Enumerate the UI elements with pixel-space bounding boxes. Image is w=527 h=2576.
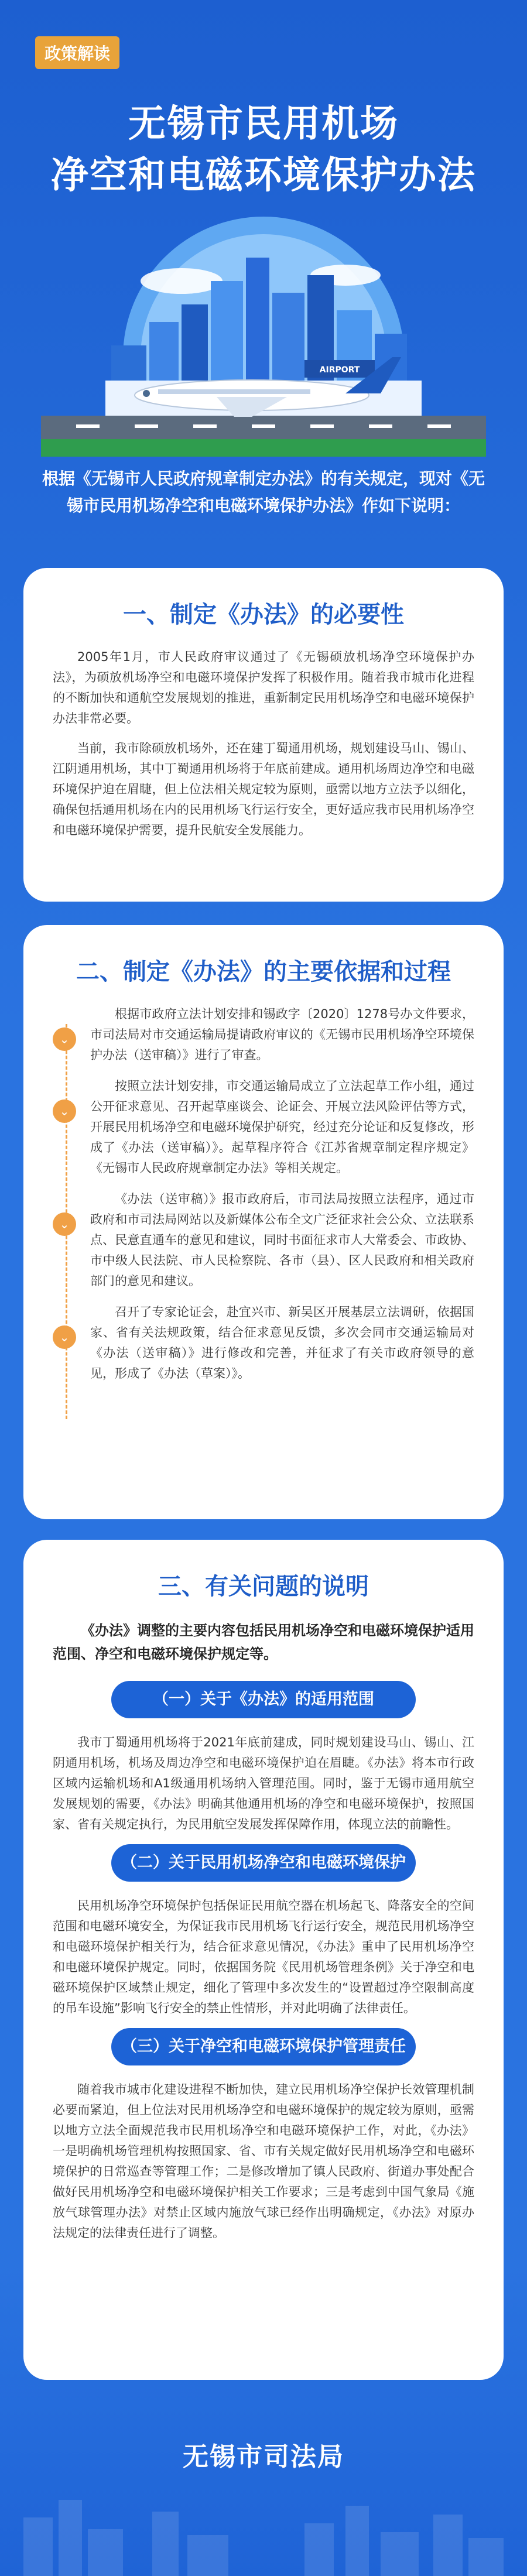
section-title: 三、有关问题的说明 [158, 1573, 369, 1600]
paragraph: 随着我市城市化建设进程不断加快，建立民用机场净空保护长效管理机制必要而紧迫，但上位法对民用机场净空和电磁环境保护的规定较为原则，亟需以地方立法全面规范我市民用机场净空和电磁环境保护工作，对此，《办法》一是明确机场管理机构按照国家、省、市有关规定做好民用机场净空和电磁环境保护的日常巡查等管理工作；二是修改增加了镇人民政府、街道办事处配合做好民用机场净空和电磁环境保护相关工作要求；三是考虑到中国气象局《施放气球管理办法》对禁止区域内施放气球已经作出明确规定，《办法》对原办法规定的法律责任进行了调整。 [53, 2082, 474, 2240]
paragraph: 我市丁蜀通用机场将于2021年底前建成，同时规划建设马山、锡山、江阴通用机场，机场及周边净空和电磁环境保护迫在眉睫。《办法》将本市行政区域内运输机场和A1级通用机场纳入管理范围。同时，鉴于无锡市通用航空发展规划的需要，《办法》明确其他通用机场的净空和电磁环境保护，按照国家、省有关规定执行，为民用航空发展发挥保障作用，体现立法的前瞻性。 [53, 1735, 474, 1831]
section-explanation-card [23, 1540, 504, 2380]
chevron-down-icon: ⌄ [53, 1212, 76, 1236]
timeline-text: 召开了专家论证会，赴宜兴市、新吴区开展基层立法调研，依据国家、省有关法规政策，结合征求意见反馈，多次会同市交通运输局对《办法（送审稿）》进行修改和完善，并征求了有关市政府领导的意见，形成了《办法（草案）》。 [90, 1305, 474, 1381]
section-lead: 《办法》调整的主要内容包括民用机场净空和电磁环境保护适用范围、净空和电磁环境保护规定等。 [53, 1622, 474, 1662]
section-necessity-card [23, 568, 504, 902]
timeline-text: 按照立法计划安排，市交通运输局成立了立法起草工作小组，通过公开征求意见、召开起草座谈会、论证会、开展立法风险评估等方式，开展民用机场净空和电磁环境保护研究，经过充分论证和反复修改，形成了《办法（送审稿）》。起草程序符合《江苏省规章制定程序规定》《无锡市人民政府规章制定办法》等相关规定。 [90, 1079, 474, 1175]
section-basis-card [23, 925, 504, 1519]
airport-sign: AIRPORT [319, 365, 360, 375]
timeline-text: 《办法（送审稿）》报市政府后，市司法局按照立法程序，通过市政府和市司法局网站以及新媒体公布全文广泛征求社会公众、立法联系点、民意直通车的意见和建议，同时书面征求市人大常委会、市政协、市中级人民法院、市人民检察院、各市（县）、区人民政府和相关政府部门的意见和建议。 [90, 1192, 474, 1288]
page-title-line1: 无锡市民用机场 [128, 102, 399, 146]
subsection-responsibility-title: （三）关于净空和电磁环境保护管理责任 [111, 2028, 416, 2065]
timeline-item [59, 1189, 474, 1292]
timeline-item [59, 1004, 474, 1066]
paragraph: 当前，我市除硕放机场外，还在建丁蜀通用机场，规划建设马山、锡山、江阴通用机场，其中丁蜀通用机场将于年底前建成。通用机场周边净空和电磁环境保护迫在眉睫，但上位法相关规定较为原则，亟需以地方立法予以细化，确保包括通用机场在内的民用机场飞行运行安全，更好适应我市民用机场净空和电磁环境保护需要，提升民航安全发展能力。 [53, 741, 474, 837]
timeline-item [59, 1302, 474, 1384]
chevron-down-icon: ⌄ [53, 1325, 76, 1349]
footer-issuer: 无锡市司法局 [183, 2442, 344, 2472]
airport-illustration [41, 211, 486, 457]
paragraph: 民用机场净空环境保护包括保证民用航空器在机场起飞、降落安全的空间范围和电磁环境安全，为保证我市民用机场飞行运行安全，规范民用机场净空和电磁环境保护相关行为，结合征求意见情况，《办法》重申了民用机场净空和电磁环境保护规定。同时，依据国务院《民用机场管理条例》关于净空和电磁环境保护区域禁止规定，细化了管理中多次发生的“设置超过净空限制高度的吊车设施”影响飞行安全的禁止性情形，并对此明确了法律责任。 [53, 1899, 474, 2015]
intro-text: 根据《无锡市人民政府规章制定办法》的有关规定，现对《无锡市民用机场净空和电磁环境保护办法》作如下说明： [42, 469, 485, 515]
paragraph: 2005年1月，市人民政府审议通过了《无锡硕放机场净空环境保护办法》，为硕放机场净空和电磁环境保护发挥了积极作用。随着我市城市化进程的不断加快和通航空发展规划的推进，重新制定民用机场净空和电磁环境保护办法非常必要。 [53, 650, 474, 725]
city-skyline-decoration [0, 2482, 527, 2576]
timeline-text: 根据市政府立法计划安排和锡政字〔2020〕1278号办文件要求，市司法局对市交通运输局提请政府审议的《无锡市民用机场净空环境保护办法（送审稿）》进行了审查。 [90, 1007, 474, 1062]
section-title: 一、制定《办法》的必要性 [123, 601, 404, 628]
page-title-line2: 净空和电磁环境保护办法 [51, 154, 476, 197]
category-tag: 政策解读 [35, 36, 119, 69]
section-title: 二、制定《办法》的主要依据和过程 [76, 958, 451, 985]
subsection-protection-title: （二）关于民用机场净空和电磁环境保护 [111, 1844, 416, 1882]
timeline-item [59, 1076, 474, 1179]
chevron-down-icon: ⌄ [53, 1027, 76, 1051]
timeline [53, 1004, 474, 1384]
chevron-down-icon: ⌄ [53, 1099, 76, 1123]
subsection-scope-title: （一）关于《办法》的适用范围 [111, 1681, 416, 1718]
